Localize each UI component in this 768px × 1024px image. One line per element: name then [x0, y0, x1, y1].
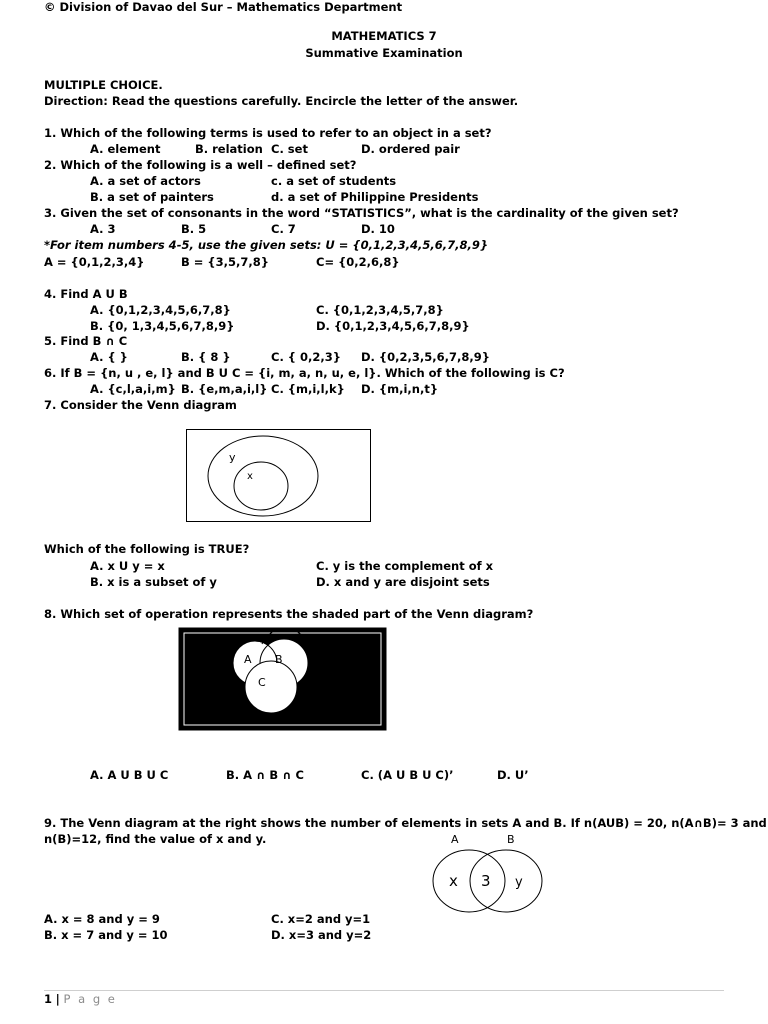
q5-option-d[interactable]: D. {0,2,3,5,6,7,8,9} [361, 350, 490, 364]
question-9-line-2: n(B)=12, find the value of x and y. [44, 832, 267, 846]
label-b: B [507, 833, 515, 846]
directions: Direction: Read the questions carefully. Encircle the letter of the answer. [44, 94, 519, 108]
page-number: 1 [44, 992, 53, 1006]
label-y: y [229, 451, 236, 464]
set-c-circle [245, 661, 297, 713]
label-a: A [451, 833, 459, 846]
label-c: C [258, 676, 266, 689]
q3-option-d[interactable]: D. 10 [361, 222, 395, 236]
q9-option-b[interactable]: B. x = 7 and y = 10 [44, 928, 168, 942]
question-2: 2. Which of the following is a well – defined set? [44, 158, 357, 172]
q7-option-a[interactable]: A. x U y = x [90, 559, 165, 573]
q5-option-b[interactable]: B. { 8 } [181, 350, 231, 364]
universal-set-box [187, 430, 371, 522]
q6-option-a[interactable]: A. {c,l,a,i,m} [90, 382, 176, 396]
set-c: C= {0,2,6,8} [316, 255, 400, 269]
set-a-circle [433, 850, 505, 912]
q9-option-a[interactable]: A. x = 8 and y = 9 [44, 912, 160, 926]
set-b: B = {3,5,7,8} [181, 255, 269, 269]
question-5: 5. Find B ∩ C [44, 334, 128, 348]
footer-rule [44, 990, 724, 991]
label-b: B [275, 653, 283, 666]
q4-option-c[interactable]: C. {0,1,2,3,4,5,7,8} [316, 303, 444, 317]
q8-option-b[interactable]: B. A ∩ B ∩ C [226, 768, 304, 782]
q3-option-b[interactable]: B. 5 [181, 222, 207, 236]
section-label: MULTIPLE CHOICE. [44, 78, 163, 92]
q6-option-d[interactable]: D. {m,i,n,t} [361, 382, 439, 396]
q7-option-c[interactable]: C. y is the complement of x [316, 559, 494, 573]
q1-option-d[interactable]: D. ordered pair [361, 142, 460, 156]
q7-option-b[interactable]: B. x is a subset of y [90, 575, 217, 589]
venn-diagram-q7 [186, 429, 372, 523]
question-1: 1. Which of the following terms is used to refer to an object in a set? [44, 126, 492, 140]
q9-option-d[interactable]: D. x=3 and y=2 [271, 928, 372, 942]
region-y-label: y [515, 875, 523, 890]
set-a: A = {0,1,2,3,4} [44, 255, 145, 269]
items-4-5-note: *For item numbers 4-5, use the given sets: U = {0,1,2,3,4,5,6,7,8,9} [44, 238, 489, 252]
q6-option-c[interactable]: C. {m,i,l,k} [271, 382, 345, 396]
q8-option-d[interactable]: D. U’ [497, 768, 529, 782]
q3-option-c[interactable]: C. 7 [271, 222, 296, 236]
q7-option-d[interactable]: D. x and y are disjoint sets [316, 575, 490, 589]
q1-option-c[interactable]: C. set [271, 142, 308, 156]
question-9-line-1: 9. The Venn diagram at the right shows the number of elements in sets A and B. If n(AUB) = 20, n(A∩B)= 3 and [44, 816, 767, 830]
q2-option-b[interactable]: B. a set of painters [90, 190, 214, 204]
q1-option-a[interactable]: A. element [90, 142, 161, 156]
question-7-prompt: Which of the following is TRUE? [44, 542, 250, 556]
exam-title: MATHEMATICS 7 [331, 29, 437, 43]
page-separator: | [55, 992, 60, 1006]
q9-option-c[interactable]: C. x=2 and y=1 [271, 912, 371, 926]
intersection-value: 3 [481, 872, 491, 890]
page-word: P a g e [63, 992, 117, 1006]
exam-subtitle: Summative Examination [305, 46, 463, 60]
question-4: 4. Find A U B [44, 287, 128, 301]
copyright-line: © Division of Davao del Sur – Mathematics Department [44, 0, 403, 14]
question-7: 7. Consider the Venn diagram [44, 398, 237, 412]
q8-option-c[interactable]: C. (A U B U C)’ [361, 768, 454, 782]
label-a: A [244, 653, 252, 666]
q5-option-c[interactable]: C. { 0,2,3} [271, 350, 341, 364]
q4-option-d[interactable]: D. {0,1,2,3,4,5,6,7,8,9} [316, 319, 470, 333]
q2-option-a[interactable]: A. a set of actors [90, 174, 201, 188]
region-x-label: x [449, 872, 458, 890]
q6-option-b[interactable]: B. {e,m,a,i,l} [181, 382, 268, 396]
q5-option-a[interactable]: A. { } [90, 350, 128, 364]
question-3: 3. Given the set of consonants in the word “STATISTICS”, what is the cardinality of the given set? [44, 206, 679, 220]
q4-option-b[interactable]: B. {0, 1,3,4,5,6,7,8,9} [90, 319, 235, 333]
q3-option-a[interactable]: A. 3 [90, 222, 116, 236]
venn-diagram-q8 [178, 627, 387, 731]
label-x: x [247, 471, 253, 482]
question-8: 8. Which set of operation represents the shaded part of the Venn diagram? [44, 607, 534, 621]
q1-option-b[interactable]: B. relation [195, 142, 263, 156]
page-footer [44, 991, 117, 1007]
q2-option-d[interactable]: d. a set of Philippine Presidents [271, 190, 479, 204]
q2-option-c[interactable]: c. a set of students [271, 174, 397, 188]
venn-diagram-q9 [430, 830, 545, 916]
q8-option-a[interactable]: A. A U B U C [90, 768, 169, 782]
q4-option-a[interactable]: A. {0,1,2,3,4,5,6,7,8} [90, 303, 231, 317]
question-6: 6. If B = {n, u , e, l} and B U C = {i, m, a, n, u, e, l}. Which of the following is C? [44, 366, 565, 380]
